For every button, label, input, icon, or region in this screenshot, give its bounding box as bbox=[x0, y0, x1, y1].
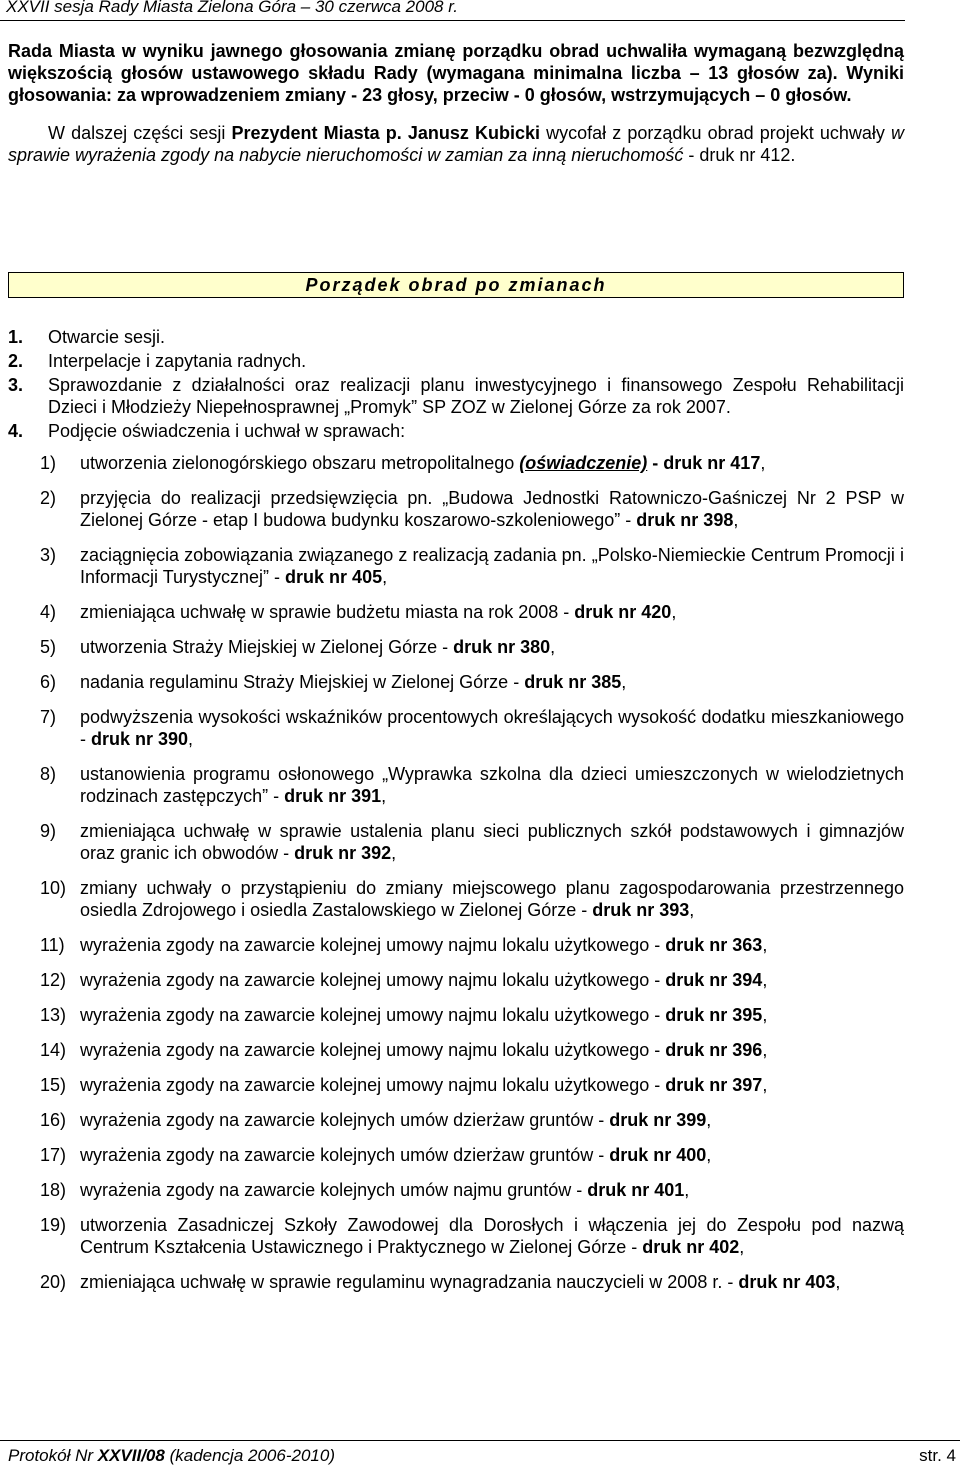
druk-number: druk nr 405 bbox=[285, 567, 383, 587]
resolution-number: 16) bbox=[40, 1110, 67, 1130]
resolution-item bbox=[8, 1109, 904, 1131]
druk-number: druk nr 400 bbox=[609, 1145, 707, 1165]
resolution-number: 3) bbox=[40, 545, 57, 565]
druk-number: druk nr 403 bbox=[738, 1272, 836, 1292]
resolution-item bbox=[8, 636, 904, 658]
resolution-text: zmieniająca uchwałę w sprawie ustalenia planu sieci publicznych szkół podstawowych i gimnazjów oraz granic ich obwodów - druk nr 392, bbox=[80, 821, 904, 863]
page-number: str. 4 bbox=[919, 1446, 956, 1465]
druk-number: druk nr 397 bbox=[665, 1075, 763, 1095]
resolution-list bbox=[8, 452, 904, 1293]
resolution-text: podwyższenia wysokości wskaźników procentowych określających wysokość dodatku mieszkaniowego - druk nr 390, bbox=[80, 707, 904, 749]
agenda-item-number: 3. bbox=[8, 375, 24, 395]
resolution-number: 5) bbox=[40, 637, 57, 657]
resolution-item bbox=[8, 763, 904, 807]
druk-number: druk nr 420 bbox=[574, 602, 672, 622]
resolution-number: 20) bbox=[40, 1272, 67, 1292]
resolution-item bbox=[8, 544, 904, 588]
resolution-text: wyrażenia zgody na zawarcie kolejnych umów dzierżaw gruntów - druk nr 399, bbox=[80, 1110, 712, 1130]
agenda-title-box bbox=[8, 272, 904, 298]
footer-protocol: Protokół Nr XXVII/08 (kadencja 2006-2010) bbox=[8, 1446, 335, 1465]
druk-number: druk nr 380 bbox=[453, 637, 551, 657]
agenda-item-number: 4. bbox=[8, 421, 24, 441]
resolution-number: 2) bbox=[40, 488, 57, 508]
resolution-number: 17) bbox=[40, 1145, 67, 1165]
resolution-text: wyrażenia zgody na zawarcie kolejnej umowy najmu lokalu użytkowego - druk nr 395, bbox=[80, 1005, 768, 1025]
resolution-item bbox=[8, 1074, 904, 1096]
resolution-item bbox=[8, 1179, 904, 1201]
resolution-number: 11) bbox=[40, 935, 65, 955]
document-body bbox=[8, 40, 904, 1306]
agenda-item-text: Podjęcie oświadczenia i uchwał w sprawach: bbox=[48, 421, 406, 441]
resolution-number: 6) bbox=[40, 672, 57, 692]
agenda-item bbox=[8, 350, 904, 372]
resolution-item bbox=[8, 969, 904, 991]
druk-number: druk nr 396 bbox=[665, 1040, 763, 1060]
resolution-text: wyrażenia zgody na zawarcie kolejnej umowy najmu lokalu użytkowego - druk nr 397, bbox=[80, 1075, 768, 1095]
resolution-text: wyrażenia zgody na zawarcie kolejnej umowy najmu lokalu użytkowego - druk nr 396, bbox=[80, 1040, 768, 1060]
druk-number: druk nr 399 bbox=[609, 1110, 707, 1130]
agenda-item-text: Sprawozdanie z działalności oraz realizacji planu inwestycyjnego i finansowego Zespołu Rehabilitacji Dzieci i Młodzieży Niepełnosprawnej „Promyk” SP ZOZ w Zielonej Górze za rok 2007. bbox=[48, 375, 904, 417]
druk-number: druk nr 393 bbox=[592, 900, 690, 920]
resolution-text: zaciągnięcia zobowiązania związanego z realizacją zadania pn. „Polsko-Niemieckie Centrum Promocji i Informacji Turystycznej” - druk nr 405, bbox=[80, 545, 904, 587]
withdrawal-paragraph: W dalszej części sesji Prezydent Miasta p. Janusz Kubicki wycofał z porządku obrad projekt uchwały w sprawie wyrażenia zgody na nabycie nieruchomości w zamian za inną nieruchomość - druk nr 412. bbox=[8, 123, 905, 165]
druk-number: - druk nr 417 bbox=[647, 453, 761, 473]
resolution-text: utworzenia Zasadniczej Szkoły Zawodowej dla Dorosłych i włączenia jej do Zespołu pod nazwą Centrum Kształcenia Ustawicznego i Praktycznego w Zielonej Górze - druk nr 402, bbox=[80, 1215, 904, 1257]
agenda-item-number: 2. bbox=[8, 351, 24, 371]
agenda-item bbox=[8, 374, 904, 418]
resolution-item bbox=[8, 671, 904, 693]
agenda-item bbox=[8, 326, 904, 348]
resolution-number: 8) bbox=[40, 764, 57, 784]
druk-number: druk nr 385 bbox=[524, 672, 622, 692]
resolution-item bbox=[8, 1271, 904, 1293]
resolution-item bbox=[8, 934, 904, 956]
resolution-text: wyrażenia zgody na zawarcie kolejnej umowy najmu lokalu użytkowego - druk nr 394, bbox=[80, 970, 768, 990]
druk-number: druk nr 392 bbox=[294, 843, 392, 863]
resolution-text: zmieniająca uchwałę w sprawie regulaminu wynagradzania nauczycieli w 2008 r. - druk nr 403, bbox=[80, 1272, 841, 1292]
resolution-number: 14) bbox=[40, 1040, 67, 1060]
resolution-item bbox=[8, 487, 904, 531]
resolution-item bbox=[8, 820, 904, 864]
resolution-number: 4) bbox=[40, 602, 57, 622]
druk-number: druk nr 401 bbox=[587, 1180, 685, 1200]
agenda-item-number: 1. bbox=[8, 327, 24, 347]
agenda-item-text: Interpelacje i zapytania radnych. bbox=[48, 351, 307, 371]
druk-number: druk nr 391 bbox=[284, 786, 382, 806]
druk-number: druk nr 390 bbox=[91, 729, 189, 749]
resolution-item bbox=[8, 1039, 904, 1061]
resolution-item bbox=[8, 1214, 904, 1258]
page-header bbox=[0, 0, 905, 21]
resolution-item bbox=[8, 1004, 904, 1026]
resolution-text: utworzenia zielonogórskiego obszaru metropolitalnego (oświadczenie) - druk nr 417, bbox=[80, 453, 766, 473]
resolution-number: 7) bbox=[40, 707, 57, 727]
druk-number: druk nr 363 bbox=[665, 935, 763, 955]
druk-number: druk nr 402 bbox=[642, 1237, 740, 1257]
voting-result-paragraph: Rada Miasta w wyniku jawnego głosowania zmianę porządku obrad uchwaliła wymaganą bezwzględną większością głosów ustawowego składu Rady (wymagana minimalna liczba – 13 głosów za). Wyniki głosowania: za wprowadzeniem zmiany - 23 głosy, przeciw - 0 głosów, wstrzymujących – 0 głosów. bbox=[8, 41, 904, 105]
agenda-item-text: Otwarcie sesji. bbox=[48, 327, 166, 347]
resolution-number: 1) bbox=[40, 453, 57, 473]
resolution-note: (oświadczenie) bbox=[519, 453, 648, 473]
resolution-number: 12) bbox=[40, 970, 67, 990]
resolution-item bbox=[8, 706, 904, 750]
resolution-text: nadania regulaminu Straży Miejskiej w Zielonej Górze - druk nr 385, bbox=[80, 672, 627, 692]
resolution-text: przyjęcia do realizacji przedsięwzięcia pn. „Budowa Jednostki Ratowniczo-Gaśniczej Nr 2 PSP w Zielonej Górze - etap I budowa budynku koszarowo-szkoleniowego” - druk nr 398, bbox=[80, 488, 904, 530]
resolution-number: 9) bbox=[40, 821, 57, 841]
resolution-text: utworzenia Straży Miejskiej w Zielonej Górze - druk nr 380, bbox=[80, 637, 556, 657]
resolution-number: 18) bbox=[40, 1180, 67, 1200]
resolution-text: zmiany uchwały o przystąpieniu do zmiany miejscowego planu zagospodarowania przestrzennego osiedla Zdrojowego i osiedla Zastalowskiego w Zielonej Górze - druk nr 393, bbox=[80, 878, 904, 920]
resolution-text: wyrażenia zgody na zawarcie kolejnej umowy najmu lokalu użytkowego - druk nr 363, bbox=[80, 935, 768, 955]
agenda-title: Porządek obrad po zmianach bbox=[305, 275, 607, 295]
druk-number: druk nr 398 bbox=[636, 510, 734, 530]
agenda-item bbox=[8, 420, 904, 442]
resolution-number: 19) bbox=[40, 1215, 67, 1235]
resolution-item bbox=[8, 452, 904, 474]
page-footer bbox=[0, 1440, 960, 1471]
resolution-text: wyrażenia zgody na zawarcie kolejnych umów dzierżaw gruntów - druk nr 400, bbox=[80, 1145, 712, 1165]
resolution-item bbox=[8, 877, 904, 921]
druk-number: druk nr 395 bbox=[665, 1005, 763, 1025]
resolution-text: wyrażenia zgody na zawarcie kolejnych umów najmu gruntów - druk nr 401, bbox=[80, 1180, 690, 1200]
resolution-item bbox=[8, 1144, 904, 1166]
resolution-text: ustanowienia programu osłonowego „Wyprawka szkolna dla dzieci umieszczonych w wielodzietnych rodzinach zastępczych” - druk nr 391, bbox=[80, 764, 904, 806]
agenda-list bbox=[8, 326, 904, 1293]
resolution-number: 15) bbox=[40, 1075, 67, 1095]
resolution-item bbox=[8, 601, 904, 623]
resolution-number: 13) bbox=[40, 1005, 67, 1025]
resolution-number: 10) bbox=[40, 878, 67, 898]
header-title: XXVII sesja Rady Miasta Zielona Góra – 30 czerwca 2008 r. bbox=[6, 0, 458, 16]
druk-number: druk nr 394 bbox=[665, 970, 763, 990]
resolution-text: zmieniająca uchwałę w sprawie budżetu miasta na rok 2008 - druk nr 420, bbox=[80, 602, 677, 622]
